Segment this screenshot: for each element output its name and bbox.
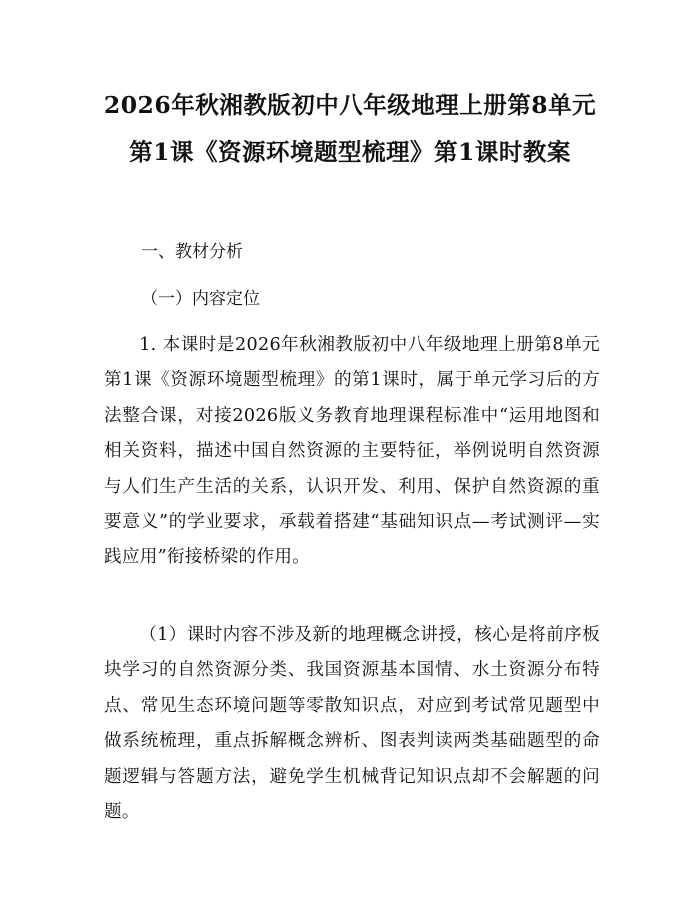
section-heading: 一、教材分析 <box>141 242 243 262</box>
document-title: 2026年秋湘教版初中八年级地理上册第8单元第1课《资源环境题型梳理》第1课时教案 <box>103 91 597 166</box>
body-paragraph: 1. 本课时是2026年秋湘教版初中八年级地理上册第8单元第1课《资源环境题型梳理》的第1课时，属于单元学习后的方法整合课，对接2026版义务教育地理课程标准中“运用地图和相关资料，描述中国自然资源的主要特征，举例说明自然资源与人们生产生活的关系，认识开发、利用、保护自然资源的重要意义”的学业要求，承载着搭建“基础知识点—考试测评—实践应用”衔接桥梁的作用。 <box>104 335 600 568</box>
subsection-heading: （一）内容定位 <box>141 289 260 309</box>
body-paragraph: （1）课时内容不涉及新的地理概念讲授，核心是将前序板块学习的自然资源分类、我国资源基本国情、水土资源分布特点、常见生态环境问题等零散知识点，对应到考试常见题型中做系统梳理，重点拆解概念辨析、图表判读两类基础题型的命题逻辑与答题方法，避免学生机械背记知识点却不会解题的问题。 <box>104 625 600 823</box>
